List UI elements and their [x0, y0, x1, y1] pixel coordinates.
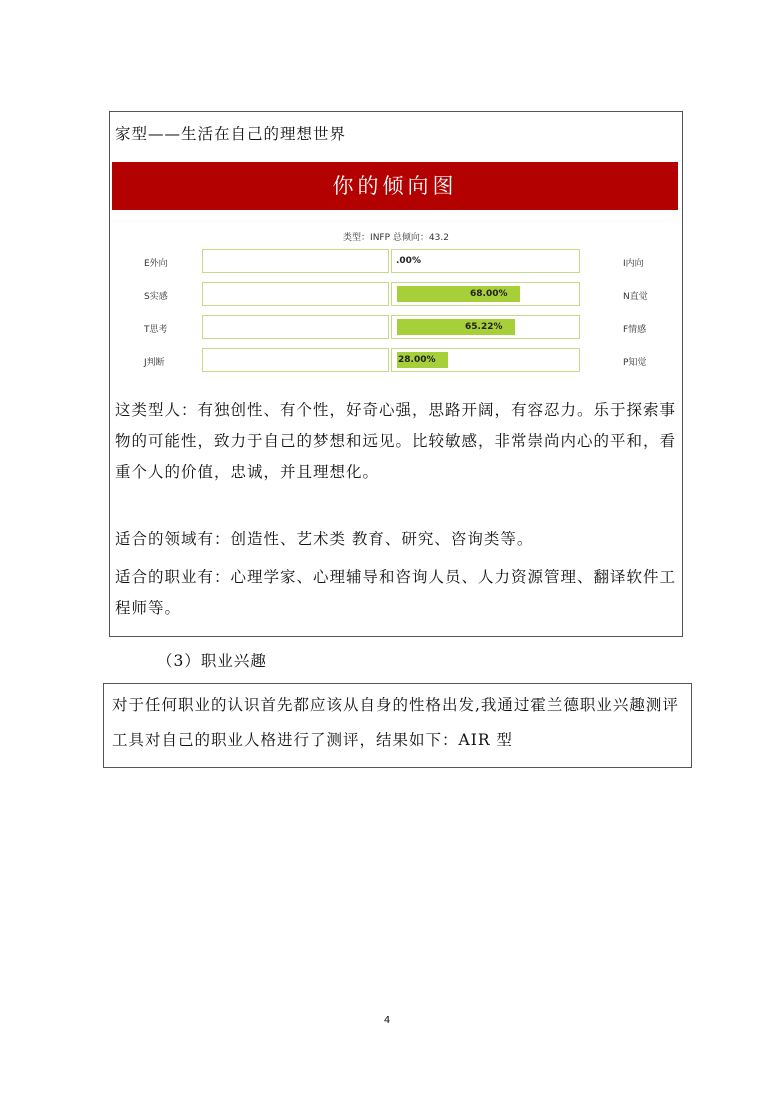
bar-value-label: 68.00% — [470, 289, 508, 299]
bar-left-track — [202, 249, 389, 273]
row-label-right: P知觉 — [623, 358, 647, 368]
tendency-chart-subtitle: 类型：INFP 总倾向：43.2 — [343, 233, 449, 243]
bar-value-label: 28.00% — [398, 355, 436, 365]
bar-left-track — [202, 315, 389, 339]
type-intro-line: 家型——生活在自己的理想世界 — [115, 125, 347, 143]
type-description: 这类型人：有独创性、有个性，好奇心强，思路开阔，有容忍力。乐于探索事物的可能性，致力于自己的梦想和远见。比较敏感，非常崇尚内心的平和，看重个人的价值，忠诚，并且理想化。 — [115, 401, 677, 481]
bar-value-label: 65.22% — [465, 322, 503, 332]
bar-left-track — [202, 348, 389, 372]
holland-result-text: 对于任何职业的认识首先都应该从自身的性格出发,我通过霍兰德职业兴趣测评工具对自己的职业人格进行了测评，结果如下：AIR 型 — [112, 696, 679, 749]
section-heading-career-interest: （3）职业兴趣 — [157, 652, 267, 670]
page-number: 4 — [383, 1015, 391, 1026]
tendency-chart-banner: 你的倾向图 — [112, 162, 678, 210]
bar-right-track — [391, 348, 580, 372]
bar-left-track — [202, 282, 389, 306]
row-label-right: I内向 — [623, 259, 644, 269]
bar-right-track — [391, 249, 580, 273]
row-label-left: T思考 — [144, 325, 168, 335]
row-label-right: N直觉 — [623, 292, 648, 302]
personality-result-box — [109, 111, 683, 637]
bar-right-track — [391, 315, 580, 339]
suitable-fields: 适合的领域有：创造性、艺术类 教育、研究、咨询类等。 — [115, 530, 534, 548]
row-label-left: J判断 — [144, 358, 165, 368]
row-label-right: F情感 — [623, 325, 647, 335]
suitable-careers: 适合的职业有：心理学家、心理辅导和咨询人员、人力资源管理、翻译软件工程师等。 — [115, 568, 677, 617]
bar-right-track — [391, 282, 580, 306]
row-label-left: E外向 — [144, 259, 168, 269]
bar-value-label: .00% — [396, 256, 421, 266]
row-label-left: S实感 — [144, 292, 168, 302]
holland-result-box — [103, 683, 692, 768]
